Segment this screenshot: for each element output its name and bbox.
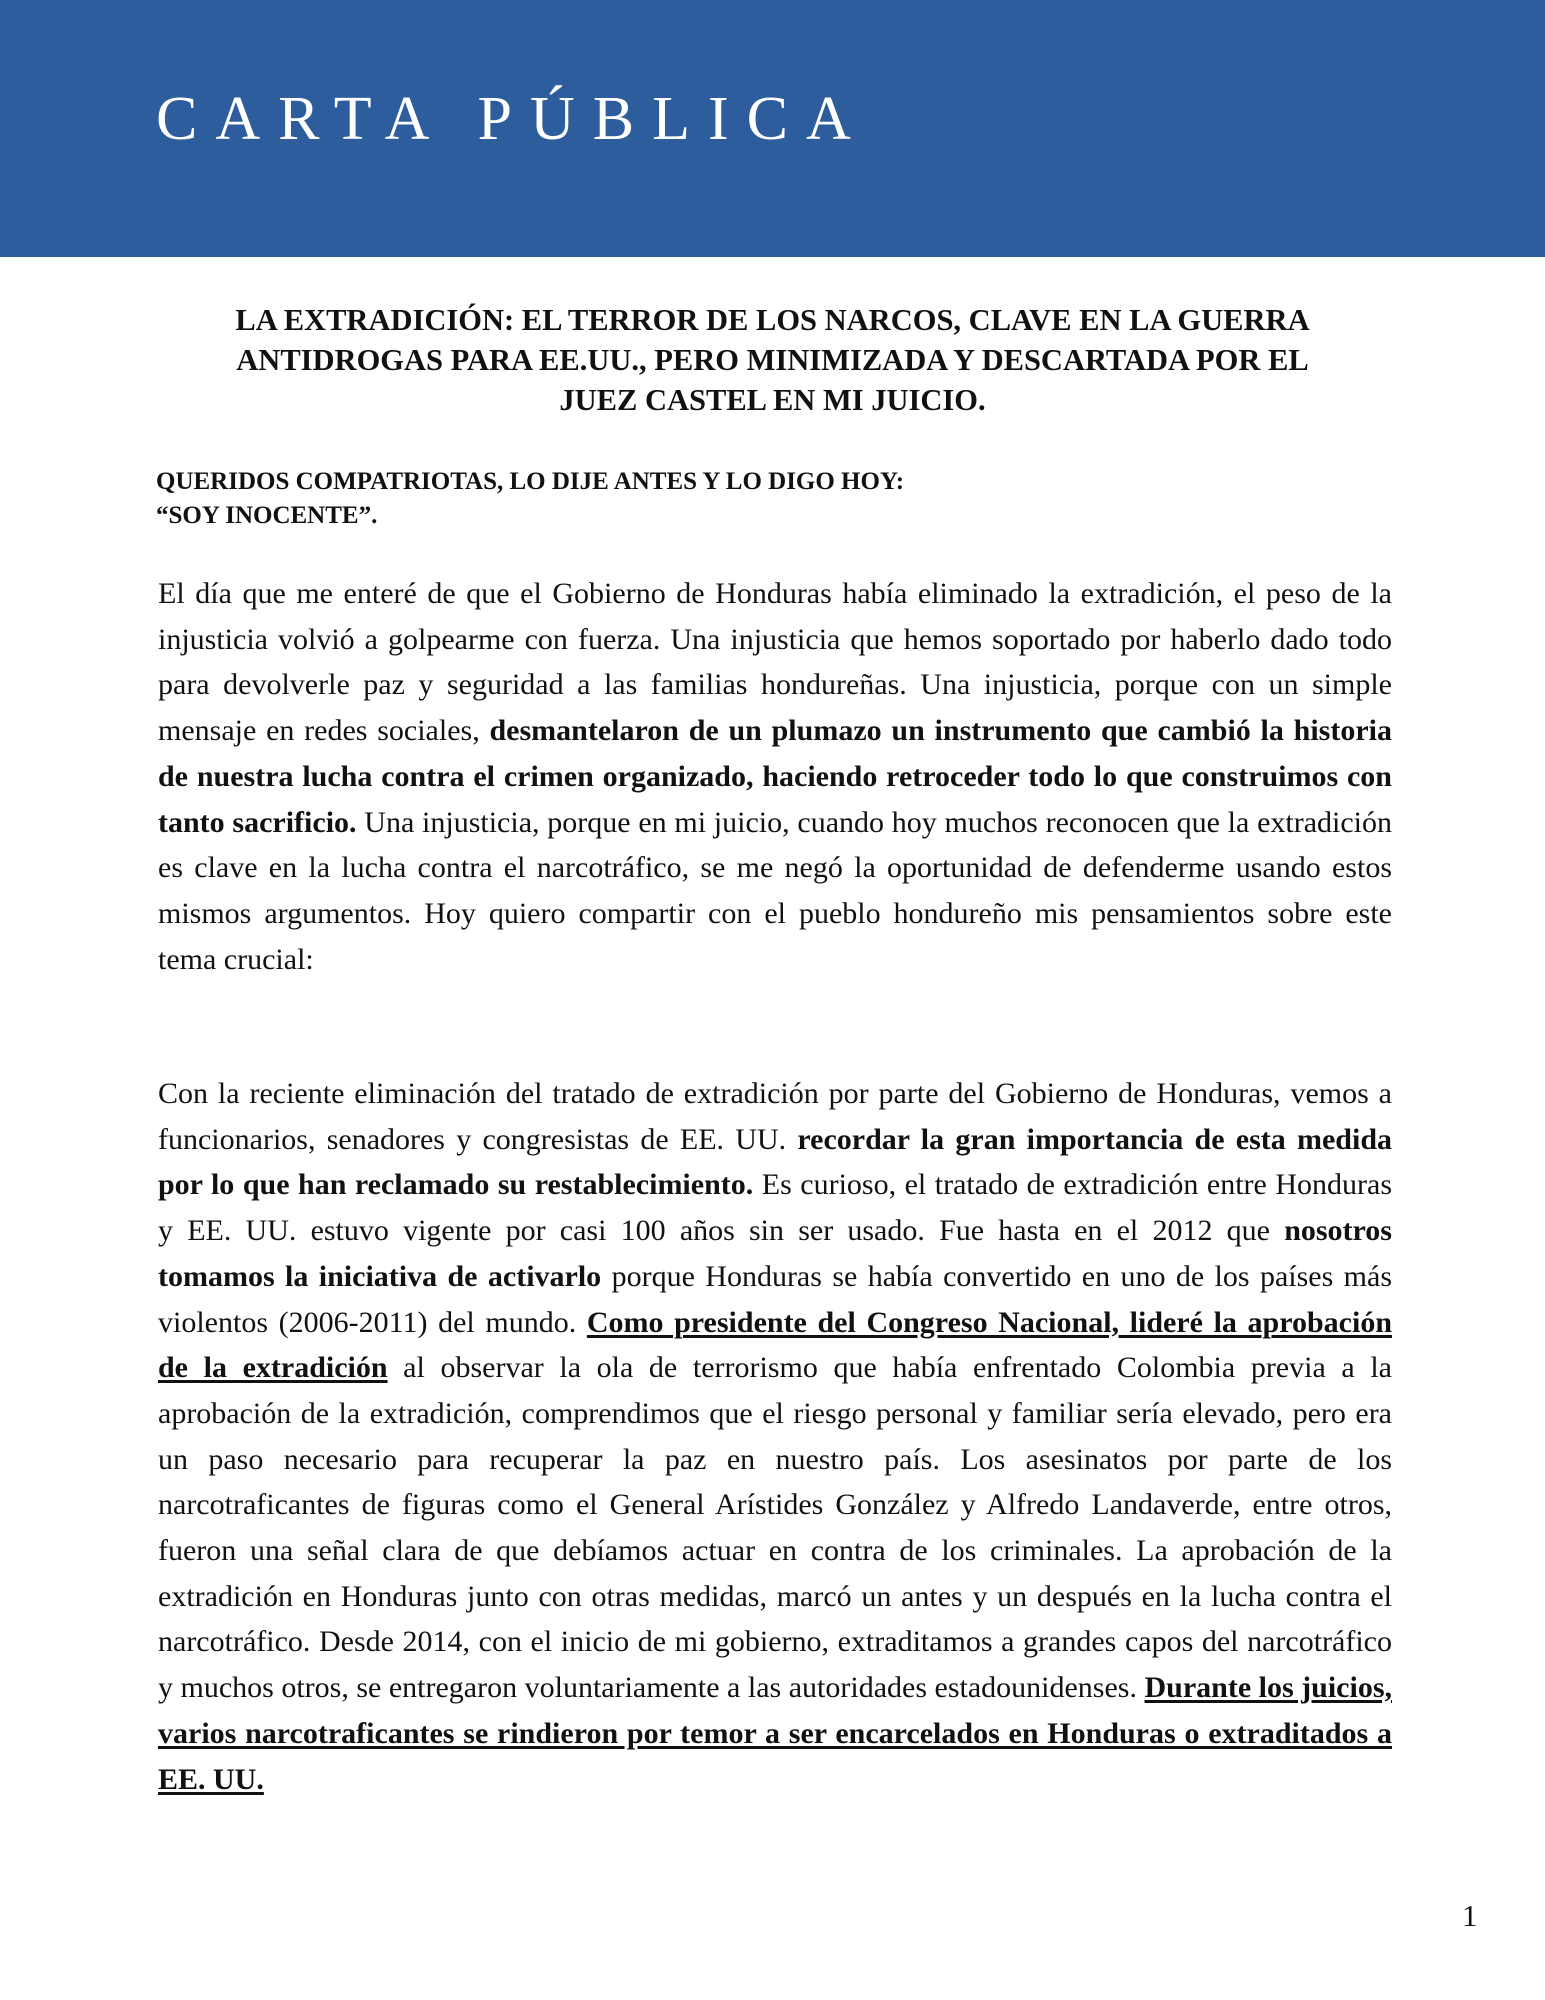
header-band — [0, 0, 1545, 257]
paragraph-2-bold-text-a: recordar la gran importancia de esta medida por lo que han reclamado su restablecimiento. — [158, 1122, 1393, 1202]
paragraph-1-text-a: El día que me enteré de que el Gobierno de Honduras había eliminado la extradición, el peso de la injusticia volvió a golpearme con fuerza. Una injusticia que hemos soportado por haberlo dado todo para devolverle paz y seguridad a las familias hondureñas. Una injusticia, porque con un simple mensaje en redes sociales, — [158, 577, 1392, 748]
paragraph-2-underlined-text-a: Como presidente del Congreso Nacional, lideré la aprobación de la extradición — [158, 1305, 1392, 1385]
paragraph-1-bold-text: desmantelaron de un plumazo un instrumento que cambió la historia de nuestra lucha contra el crimen organizado, haciendo retroceder todo lo que construimos con tanto sacrificio. — [158, 714, 1393, 839]
document-title-line-1: LA EXTRADICIÓN: EL TERROR DE LOS NARCOS, CLAVE EN LA GUERRA — [235, 303, 1310, 337]
document-title-line-2: ANTIDROGAS PARA EE.UU., PERO MINIMIZADA Y DESCARTADA POR EL — [236, 343, 1309, 377]
salutation-line-2: “SOY INOCENTE”. — [156, 502, 378, 529]
salutation — [156, 465, 904, 533]
body-paragraph-1 — [158, 571, 1392, 982]
salutation-line-1: QUERIDOS COMPATRIOTAS, LO DIJE ANTES Y LO DIGO HOY: — [156, 468, 905, 495]
body-paragraph-2 — [158, 1071, 1392, 1802]
paragraph-2-text-c: porque Honduras se había convertido en uno de los países más violentos (2006-2011) del mundo. — [158, 1259, 1392, 1339]
letter-heading: CARTA PÚBLICA — [156, 85, 869, 153]
paragraph-2-bold-text-b: nosotros tomamos la iniciativa de activarlo — [158, 1214, 1392, 1293]
paragraph-2-text-b: Es curioso, el tratado de extradición entre Honduras y EE. UU. estuvo vigente por casi 100 años sin ser usado. Fue hasta en el 2012 que — [158, 1168, 1392, 1248]
document-title-line-3: JUEZ CASTEL EN MI JUICIO. — [559, 383, 986, 417]
page-number: 1 — [1462, 1898, 1478, 1933]
document-title — [150, 300, 1395, 420]
paragraph-2-text-d: al observar la ola de terrorismo que había enfrentado Colombia previa a la aprobación de la extradición, comprendimos que el riesgo personal y familiar sería elevado, pero era un paso necesario para recuperar la paz en nuestro país. Los asesinatos por parte de los narcotraficantes de figuras como el General Arístides González y Alfredo Landaverde, entre otros, fueron una señal clara de que debíamos actuar en contra de los criminales. La aprobación de la extradición en Honduras junto con otras medidas, marcó un antes y un después en la lucha contra el narcotráfico. Desde 2014, con el inicio de mi gobierno, extraditamos a grandes capos del narcotráfico y muchos otros, se entregaron voluntariamente a las autoridades estadounidenses. — [158, 1351, 1392, 1705]
paragraph-2-underlined-text-b: Durante los juicios, varios narcotraficantes se rindieron por temor a ser encarcelados en Honduras o extraditados a EE. UU. — [158, 1671, 1393, 1796]
paragraph-2-text-a: Con la reciente eliminación del tratado de extradición por parte del Gobierno de Honduras, vemos a funcionarios, senadores y congresistas de EE. UU. — [158, 1077, 1392, 1156]
paragraph-1-text-b: Una injusticia, porque en mi juicio, cuando hoy muchos reconocen que la extradición es clave en la lucha contra el narcotráfico, se me negó la oportunidad de defenderme usando estos mismos argumentos. Hoy quiero compartir con el pueblo hondureño mis pensamientos sobre este tema crucial: — [158, 805, 1393, 976]
